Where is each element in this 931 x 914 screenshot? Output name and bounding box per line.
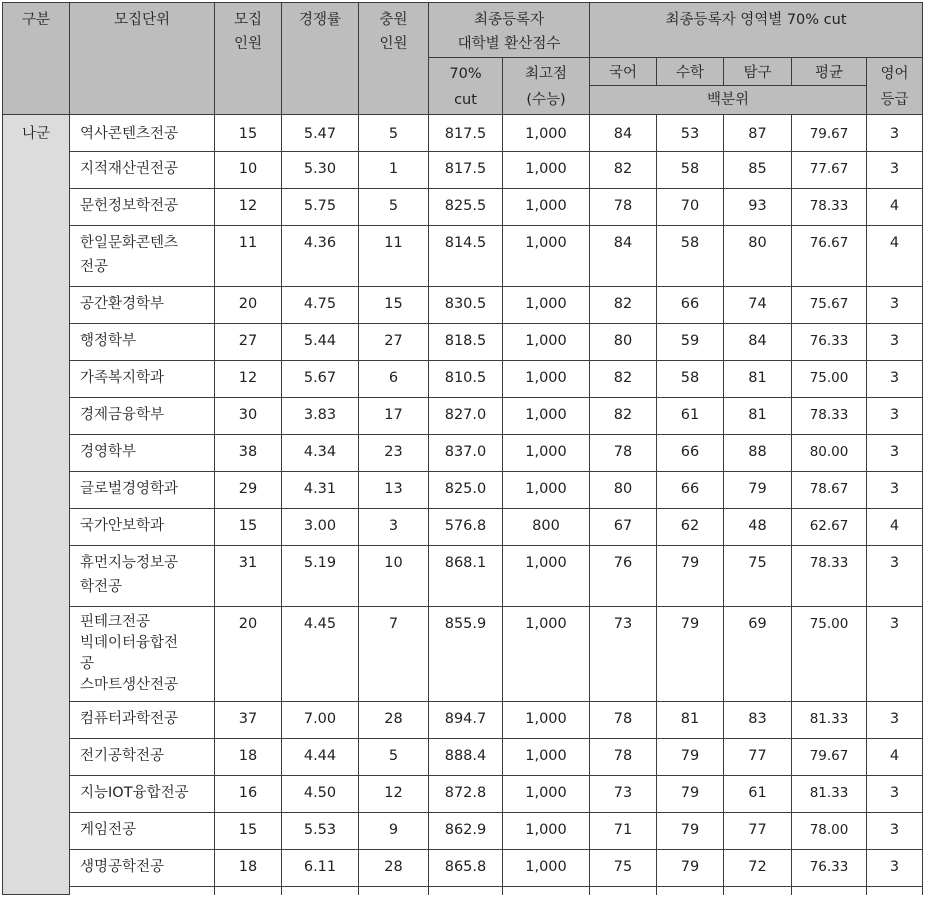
quota-cell: 15 bbox=[215, 115, 282, 152]
ratio-cell: 5.75 bbox=[282, 189, 359, 226]
ratio-cell: 5.19 bbox=[282, 546, 359, 607]
cut-cell-english bbox=[867, 887, 923, 895]
math-cell: 58 bbox=[657, 226, 724, 287]
korean-cell: 75 bbox=[590, 850, 657, 887]
quota-cell: 37 bbox=[215, 702, 282, 739]
math-cell: 62 bbox=[657, 509, 724, 546]
avg-cell: 76.33 bbox=[792, 850, 867, 887]
english-cell: 3 bbox=[867, 115, 923, 152]
unit-cell: 경영학부 bbox=[70, 435, 215, 472]
math-cell: 58 bbox=[657, 361, 724, 398]
inquiry-cell: 48 bbox=[724, 509, 792, 546]
unit-cell: 가족복지학과 bbox=[70, 361, 215, 398]
ratio-cell: 4.45 bbox=[282, 607, 359, 702]
inquiry-cell: 61 bbox=[724, 776, 792, 813]
table-row bbox=[3, 739, 923, 776]
korean-cell: 67 bbox=[590, 509, 657, 546]
max-cell: 1,000 bbox=[503, 287, 590, 324]
max-cell: 1,000 bbox=[503, 189, 590, 226]
max-cell: 1,000 bbox=[503, 152, 590, 189]
ratio-cell: 5.53 bbox=[282, 813, 359, 850]
quota-cell: 31 bbox=[215, 546, 282, 607]
quota-cell: 20 bbox=[215, 607, 282, 702]
avg-cell: 75.00 bbox=[792, 607, 867, 702]
table-row bbox=[3, 361, 923, 398]
korean-cell: 73 bbox=[590, 607, 657, 702]
english-cell: 3 bbox=[867, 776, 923, 813]
max-cell: 800 bbox=[503, 509, 590, 546]
math-cell: 81 bbox=[657, 702, 724, 739]
max-cell: 1,000 bbox=[503, 361, 590, 398]
math-cell: 70 bbox=[657, 189, 724, 226]
math-cell: 59 bbox=[657, 324, 724, 361]
avg-cell: 79.67 bbox=[792, 115, 867, 152]
max-cell: 1,000 bbox=[503, 739, 590, 776]
extra-cell: 1 bbox=[359, 152, 429, 189]
extra-cell: 28 bbox=[359, 850, 429, 887]
header-max: 최고점 (수능) bbox=[503, 58, 590, 115]
inquiry-cell: 85 bbox=[724, 152, 792, 189]
unit-cell: 경제금융학부 bbox=[70, 398, 215, 435]
quota-cell: 18 bbox=[215, 739, 282, 776]
korean-cell: 78 bbox=[590, 435, 657, 472]
korean-cell: 71 bbox=[590, 813, 657, 850]
unit-cell: 컴퓨터과학전공 bbox=[70, 702, 215, 739]
korean-cell: 73 bbox=[590, 776, 657, 813]
table-row bbox=[3, 776, 923, 813]
ratio-cell: 3.83 bbox=[282, 398, 359, 435]
extra-cell: 6 bbox=[359, 361, 429, 398]
header-unit: 모집단위 bbox=[70, 3, 215, 115]
avg-cell: 76.67 bbox=[792, 226, 867, 287]
unit-cell: 한일문화콘텐츠 전공 bbox=[70, 226, 215, 287]
table-row bbox=[3, 189, 923, 226]
inquiry-cell: 87 bbox=[724, 115, 792, 152]
math-cell: 61 bbox=[657, 398, 724, 435]
math-cell: 66 bbox=[657, 287, 724, 324]
table-row bbox=[3, 546, 923, 607]
english-cell: 3 bbox=[867, 398, 923, 435]
inquiry-cell: 83 bbox=[724, 702, 792, 739]
avg-cell: 62.67 bbox=[792, 509, 867, 546]
inquiry-cell: 80 bbox=[724, 226, 792, 287]
max-cell: 1,000 bbox=[503, 472, 590, 509]
avg-cell: 79.67 bbox=[792, 739, 867, 776]
inquiry-cell: 77 bbox=[724, 739, 792, 776]
quota-cell: 11 bbox=[215, 226, 282, 287]
header-english: 영어 등급 bbox=[867, 58, 923, 115]
avg-cell: 78.00 bbox=[792, 813, 867, 850]
unit-cell: 휴먼지능정보공 학전공 bbox=[70, 546, 215, 607]
korean-cell: 84 bbox=[590, 226, 657, 287]
cut-cell-inquiry bbox=[724, 887, 792, 895]
ratio-cell: 5.47 bbox=[282, 115, 359, 152]
table-row bbox=[3, 115, 923, 152]
quota-cell: 29 bbox=[215, 472, 282, 509]
english-cell: 3 bbox=[867, 607, 923, 702]
korean-cell: 84 bbox=[590, 115, 657, 152]
inquiry-cell: 88 bbox=[724, 435, 792, 472]
table-row-partial bbox=[3, 887, 923, 895]
header-percentile: 백분위 bbox=[590, 86, 867, 115]
table-header bbox=[3, 3, 923, 115]
avg-cell: 78.33 bbox=[792, 398, 867, 435]
quota-cell: 20 bbox=[215, 287, 282, 324]
unit-cell: 게임전공 bbox=[70, 813, 215, 850]
table-row bbox=[3, 702, 923, 739]
cut-cell: 810.5 bbox=[429, 361, 503, 398]
max-cell: 1,000 bbox=[503, 546, 590, 607]
quota-cell: 15 bbox=[215, 813, 282, 850]
avg-cell: 76.33 bbox=[792, 324, 867, 361]
english-cell: 3 bbox=[867, 850, 923, 887]
korean-cell: 82 bbox=[590, 287, 657, 324]
inquiry-cell: 77 bbox=[724, 813, 792, 850]
max-cell: 1,000 bbox=[503, 398, 590, 435]
quota-cell: 12 bbox=[215, 361, 282, 398]
table-row bbox=[3, 472, 923, 509]
quota-cell: 10 bbox=[215, 152, 282, 189]
extra-cell: 9 bbox=[359, 813, 429, 850]
cut-cell: 817.5 bbox=[429, 152, 503, 189]
table-row bbox=[3, 152, 923, 189]
header-korean: 국어 bbox=[590, 58, 657, 86]
max-cell: 1,000 bbox=[503, 324, 590, 361]
table-row bbox=[3, 813, 923, 850]
english-cell: 3 bbox=[867, 472, 923, 509]
math-cell: 79 bbox=[657, 546, 724, 607]
unit-cell: 역사콘텐츠전공 bbox=[70, 115, 215, 152]
english-cell: 4 bbox=[867, 189, 923, 226]
math-cell: 79 bbox=[657, 739, 724, 776]
max-cell: 1,000 bbox=[503, 776, 590, 813]
ratio-cell: 4.75 bbox=[282, 287, 359, 324]
cut-cell-cut bbox=[429, 887, 503, 895]
extra-cell: 5 bbox=[359, 115, 429, 152]
math-cell: 79 bbox=[657, 850, 724, 887]
extra-cell: 5 bbox=[359, 189, 429, 226]
table-row bbox=[3, 398, 923, 435]
ratio-cell: 4.34 bbox=[282, 435, 359, 472]
avg-cell: 81.33 bbox=[792, 776, 867, 813]
cut-cell: 576.8 bbox=[429, 509, 503, 546]
unit-cell: 지능IOT융합전공 bbox=[70, 776, 215, 813]
inquiry-cell: 74 bbox=[724, 287, 792, 324]
inquiry-cell: 72 bbox=[724, 850, 792, 887]
header-cut70: 70% cut bbox=[429, 58, 503, 115]
math-cell: 79 bbox=[657, 813, 724, 850]
korean-cell: 76 bbox=[590, 546, 657, 607]
cut-cell-avg bbox=[792, 887, 867, 895]
group-cell: 나군 bbox=[3, 115, 70, 895]
english-cell: 3 bbox=[867, 813, 923, 850]
avg-cell: 80.00 bbox=[792, 435, 867, 472]
max-cell: 1,000 bbox=[503, 702, 590, 739]
inquiry-cell: 69 bbox=[724, 607, 792, 702]
cut-cell-math bbox=[657, 887, 724, 895]
extra-cell: 3 bbox=[359, 509, 429, 546]
table-row bbox=[3, 607, 923, 702]
avg-cell: 75.67 bbox=[792, 287, 867, 324]
ratio-cell: 5.67 bbox=[282, 361, 359, 398]
extra-cell: 15 bbox=[359, 287, 429, 324]
math-cell: 53 bbox=[657, 115, 724, 152]
inquiry-cell: 81 bbox=[724, 361, 792, 398]
extra-cell: 27 bbox=[359, 324, 429, 361]
korean-cell: 78 bbox=[590, 739, 657, 776]
ratio-cell: 7.00 bbox=[282, 702, 359, 739]
extra-cell: 12 bbox=[359, 776, 429, 813]
unit-cell: 글로벌경영학과 bbox=[70, 472, 215, 509]
header-inquiry: 탐구 bbox=[724, 58, 792, 86]
cut-cell: 830.5 bbox=[429, 287, 503, 324]
cut-cell: 818.5 bbox=[429, 324, 503, 361]
avg-cell: 81.33 bbox=[792, 702, 867, 739]
inquiry-cell: 79 bbox=[724, 472, 792, 509]
math-cell: 66 bbox=[657, 435, 724, 472]
header-math: 수학 bbox=[657, 58, 724, 86]
cut-cell: 865.8 bbox=[429, 850, 503, 887]
extra-cell: 13 bbox=[359, 472, 429, 509]
avg-cell: 78.67 bbox=[792, 472, 867, 509]
cut-cell: 894.7 bbox=[429, 702, 503, 739]
cut-cell: 855.9 bbox=[429, 607, 503, 702]
inquiry-cell: 75 bbox=[724, 546, 792, 607]
table-body bbox=[3, 115, 923, 895]
header-score-group: 최종등록자 대학별 환산점수 bbox=[429, 3, 590, 58]
korean-cell: 82 bbox=[590, 398, 657, 435]
max-cell: 1,000 bbox=[503, 115, 590, 152]
english-cell: 3 bbox=[867, 702, 923, 739]
inquiry-cell: 93 bbox=[724, 189, 792, 226]
korean-cell: 78 bbox=[590, 702, 657, 739]
english-cell: 4 bbox=[867, 739, 923, 776]
unit-cell: 핀테크전공 빅데이터융합전 공 스마트생산전공 bbox=[70, 607, 215, 702]
ratio-cell: 6.11 bbox=[282, 850, 359, 887]
korean-cell: 78 bbox=[590, 189, 657, 226]
max-cell: 1,000 bbox=[503, 226, 590, 287]
cut-cell: 817.5 bbox=[429, 115, 503, 152]
ratio-cell: 5.30 bbox=[282, 152, 359, 189]
cut-cell: 825.5 bbox=[429, 189, 503, 226]
unit-cell: 문헌정보학전공 bbox=[70, 189, 215, 226]
unit-cell: 지적재산권전공 bbox=[70, 152, 215, 189]
max-cell: 1,000 bbox=[503, 813, 590, 850]
quota-cell: 15 bbox=[215, 509, 282, 546]
quota-cell: 12 bbox=[215, 189, 282, 226]
unit-cell: 전기공학전공 bbox=[70, 739, 215, 776]
cut-cell: 888.4 bbox=[429, 739, 503, 776]
header-avg: 평균 bbox=[792, 58, 867, 86]
cut-cell-max bbox=[503, 887, 590, 895]
english-cell: 4 bbox=[867, 509, 923, 546]
extra-cell: 28 bbox=[359, 702, 429, 739]
math-cell: 66 bbox=[657, 472, 724, 509]
extra-cell: 17 bbox=[359, 398, 429, 435]
max-cell: 1,000 bbox=[503, 850, 590, 887]
table-row bbox=[3, 850, 923, 887]
table-row bbox=[3, 287, 923, 324]
inquiry-cell: 84 bbox=[724, 324, 792, 361]
cut-cell: 814.5 bbox=[429, 226, 503, 287]
english-cell: 3 bbox=[867, 324, 923, 361]
avg-cell: 77.67 bbox=[792, 152, 867, 189]
header-quota: 모집 인원 bbox=[215, 3, 282, 115]
cut-cell: 827.0 bbox=[429, 398, 503, 435]
quota-cell: 18 bbox=[215, 850, 282, 887]
max-cell: 1,000 bbox=[503, 435, 590, 472]
table-row bbox=[3, 509, 923, 546]
korean-cell: 80 bbox=[590, 324, 657, 361]
english-cell: 3 bbox=[867, 287, 923, 324]
cut-cell: 872.8 bbox=[429, 776, 503, 813]
ratio-cell: 3.00 bbox=[282, 509, 359, 546]
cut-cell: 868.1 bbox=[429, 546, 503, 607]
ratio-cell: 4.36 bbox=[282, 226, 359, 287]
ratio-cell: 4.50 bbox=[282, 776, 359, 813]
ratio-cell: 4.31 bbox=[282, 472, 359, 509]
header-ratio: 경쟁률 bbox=[282, 3, 359, 115]
korean-cell: 82 bbox=[590, 361, 657, 398]
table-row bbox=[3, 435, 923, 472]
cut-cell-unit bbox=[70, 887, 215, 895]
english-cell: 3 bbox=[867, 361, 923, 398]
ratio-cell: 5.44 bbox=[282, 324, 359, 361]
header-extra: 충원 인원 bbox=[359, 3, 429, 115]
extra-cell: 5 bbox=[359, 739, 429, 776]
korean-cell: 82 bbox=[590, 152, 657, 189]
avg-cell: 78.33 bbox=[792, 189, 867, 226]
cut-cell: 837.0 bbox=[429, 435, 503, 472]
extra-cell: 10 bbox=[359, 546, 429, 607]
math-cell: 79 bbox=[657, 607, 724, 702]
table-row bbox=[3, 324, 923, 361]
unit-cell: 생명공학전공 bbox=[70, 850, 215, 887]
english-cell: 4 bbox=[867, 226, 923, 287]
cut-cell-extra bbox=[359, 887, 429, 895]
cut-cell: 862.9 bbox=[429, 813, 503, 850]
english-cell: 3 bbox=[867, 152, 923, 189]
english-cell: 3 bbox=[867, 546, 923, 607]
unit-cell: 공간환경학부 bbox=[70, 287, 215, 324]
cut-cell-korean bbox=[590, 887, 657, 895]
cut-cell: 825.0 bbox=[429, 472, 503, 509]
quota-cell: 38 bbox=[215, 435, 282, 472]
admission-results-table bbox=[2, 2, 923, 895]
unit-cell: 행정학부 bbox=[70, 324, 215, 361]
korean-cell: 80 bbox=[590, 472, 657, 509]
header-area-group: 최종등록자 영역별 70% cut bbox=[590, 3, 923, 58]
max-cell: 1,000 bbox=[503, 607, 590, 702]
cut-cell-quota bbox=[215, 887, 282, 895]
avg-cell: 78.33 bbox=[792, 546, 867, 607]
avg-cell: 75.00 bbox=[792, 361, 867, 398]
quota-cell: 27 bbox=[215, 324, 282, 361]
quota-cell: 30 bbox=[215, 398, 282, 435]
unit-cell: 국가안보학과 bbox=[70, 509, 215, 546]
math-cell: 58 bbox=[657, 152, 724, 189]
extra-cell: 7 bbox=[359, 607, 429, 702]
math-cell: 79 bbox=[657, 776, 724, 813]
cut-cell-ratio bbox=[282, 887, 359, 895]
extra-cell: 23 bbox=[359, 435, 429, 472]
english-cell: 3 bbox=[867, 435, 923, 472]
inquiry-cell: 81 bbox=[724, 398, 792, 435]
quota-cell: 16 bbox=[215, 776, 282, 813]
header-division: 구분 bbox=[3, 3, 70, 115]
ratio-cell: 4.44 bbox=[282, 739, 359, 776]
table-row bbox=[3, 226, 923, 287]
extra-cell: 11 bbox=[359, 226, 429, 287]
